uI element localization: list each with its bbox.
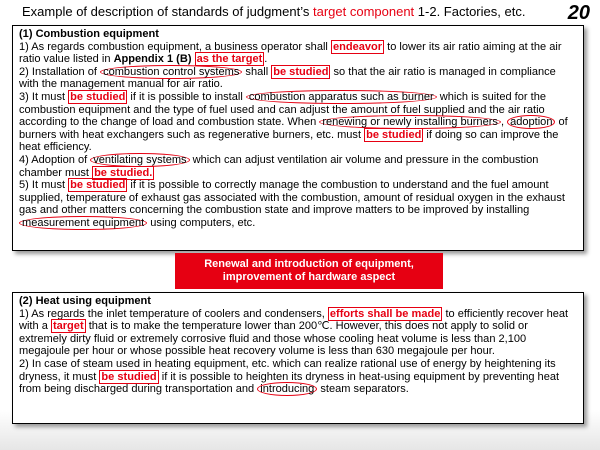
- text: if it is possible to install: [127, 90, 246, 103]
- keyword-be-studied: be studied: [70, 90, 126, 103]
- text: if doing so can improve the heat efficiency.: [19, 128, 559, 154]
- section1-item5: [19, 179, 577, 229]
- circled-combustion-apparatus: combustion apparatus such as burner: [246, 90, 437, 104]
- section2-item1: [19, 308, 577, 358]
- text: so that the air ratio is managed in compliance with the management manual for air ratio.: [19, 65, 556, 91]
- combustion-equipment-box: [12, 25, 584, 251]
- renewal-banner: [175, 253, 443, 289]
- keyword-be-studied: be studied: [101, 370, 157, 383]
- text: 2) Installation of: [19, 65, 101, 78]
- keyword-be-studied: be studied: [273, 65, 329, 78]
- text: if it is possible to correctly manage the combustion to understand and the fuel amount supplied, temperature of exhaust gas associated with the combustion, amount of residual oxygen in the exhaust gas and other matters concerning the combustion state and improve matters to be improved by installing: [19, 179, 565, 217]
- section2-item2: [19, 358, 577, 396]
- header-target-component: target component: [312, 4, 415, 19]
- text: shall: [242, 65, 272, 78]
- circled-renewing-burners: renewing or newly installing burners: [319, 115, 501, 129]
- section1-title: (1) Combustion equipment: [19, 28, 159, 40]
- text: if it is possible to heighten its dryness in heat-using equipment by preventing heat from being discharged during transportation and: [19, 370, 560, 396]
- text: of burners with heat exchangers such as regenerative burners, etc. must: [19, 116, 568, 141]
- circled-introducing: introducing: [257, 382, 317, 396]
- text: 2) In case of steam used in heating equipment, etc. which can realize rational use of energy by heightening its dryness, it must: [19, 357, 556, 383]
- page-number: 20: [567, 2, 590, 24]
- section2-title: (2) Heat using equipment: [19, 295, 151, 307]
- text: 1) As regards combustion equipment, a business operator shall: [19, 40, 331, 53]
- text: using computers, etc.: [147, 216, 256, 229]
- text: .: [264, 53, 268, 66]
- keyword-endeavor: endeavor: [332, 40, 383, 53]
- header-suffix: 1-2. Factories, etc.: [414, 4, 526, 19]
- appendix-ref: Appendix 1 (B): [113, 53, 192, 66]
- page-header: [22, 4, 525, 19]
- text: 3) It must: [19, 90, 69, 103]
- header-prefix: Example of description of standards of judgment’s: [22, 4, 313, 19]
- heat-using-equipment-box: [12, 292, 584, 424]
- text: to efficiently recover heat with a: [19, 307, 569, 333]
- circled-measurement-equipment: measurement equipment: [19, 216, 147, 230]
- text: which can adjust ventilation air volume and pressure in the combustion chamber must: [19, 153, 539, 179]
- keyword-be-studied: be studied: [70, 179, 126, 192]
- keyword-be-studied: be studied: [366, 128, 422, 141]
- text: 5) It must: [19, 179, 69, 192]
- keyword-target: target: [52, 320, 84, 333]
- banner-line1: Renewal and introduction of equipment,: [204, 258, 414, 270]
- text: to lower its air ratio aiming at the air ratio value listed in: [19, 40, 562, 66]
- text: 1) As regards the inlet temperature of coolers and condensers,: [19, 307, 328, 320]
- circled-combustion-control-systems: combustion control systems: [100, 65, 242, 79]
- section1-item4: [19, 154, 577, 179]
- text: 4) Adoption of: [19, 153, 91, 166]
- keyword-as-the-target: as the target: [196, 53, 263, 66]
- text: ,: [500, 116, 508, 129]
- circled-ventilating-systems: ventilating systems: [90, 153, 189, 167]
- section1-item1: [19, 41, 577, 66]
- text: steam separators.: [317, 383, 409, 396]
- keyword-efforts-shall-be-made: efforts shall be made: [329, 307, 441, 320]
- text: which is suited for the combustion equipment and the type of fuel used and can adjust the amount of fuel supplied and the air ratio according to the change of load and combustion state. When: [19, 90, 546, 129]
- circled-adoption: adoption: [507, 115, 555, 129]
- section1-item2: [19, 66, 577, 91]
- banner-line2: improvement of hardware aspect: [222, 271, 396, 283]
- text: that is to make the temperature lower than 200℃. However, this does not apply to solid or extremely dirty fluid or extremely corrosive fluid and those whose cooling heat volume is less than 2,100 megajoule per hour or whose possible heat recovery volume is less than 630 megajoule per hour.: [19, 320, 528, 358]
- section1-item3: [19, 91, 577, 154]
- keyword-be-studied: be studied.: [94, 166, 153, 179]
